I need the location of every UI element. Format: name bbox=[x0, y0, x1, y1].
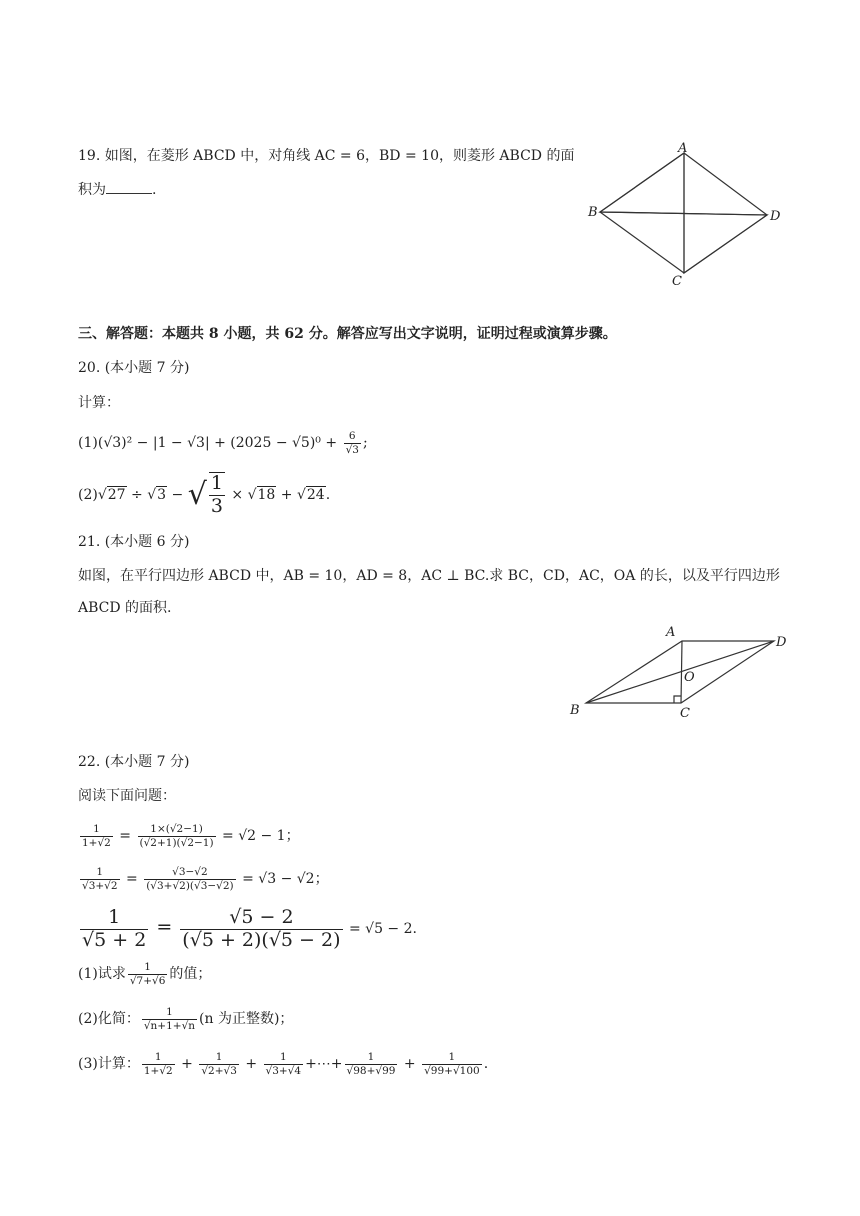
q20-part1-end: ; bbox=[362, 435, 368, 451]
fraction-sqrt-n bbox=[142, 1006, 197, 1031]
answer-blank bbox=[106, 181, 152, 194]
q20-part1-label: (1) bbox=[78, 435, 98, 451]
frac-num: 1 bbox=[80, 907, 148, 930]
label-o: O bbox=[684, 670, 695, 685]
frac-den: √98+√99 bbox=[346, 1064, 396, 1077]
q22-part3-label: (3)计算： bbox=[78, 1056, 140, 1072]
sqrt-one-third: √ $\frac{1}{3}$ bbox=[187, 472, 223, 517]
fraction-rhs bbox=[144, 866, 235, 891]
sum-term-1 bbox=[142, 1051, 175, 1076]
sum-term-99 bbox=[422, 1051, 482, 1076]
q22-part2-tail: (n 为正整数)； bbox=[199, 1011, 294, 1027]
sqrt-18: √18 bbox=[247, 486, 276, 503]
q22-part1-label: (1)试求 bbox=[78, 966, 126, 982]
q22-part2-label: (2)化简： bbox=[78, 1011, 140, 1027]
radicand-18: 18 bbox=[257, 486, 276, 503]
sqrt3-a: √3 bbox=[103, 435, 122, 451]
rhombus-figure bbox=[580, 140, 800, 292]
label-c: C bbox=[672, 274, 682, 289]
q22-intro: 阅读下面问题： bbox=[78, 788, 176, 804]
fraction-lhs bbox=[80, 823, 113, 848]
plus-sign: + bbox=[276, 486, 297, 503]
q22-example2: $\frac{1}{√3+√2}$ = $\frac{√3-√2}{(√3+√2)(√3-√2)}$ = √3 − √2； bbox=[82, 866, 329, 892]
frac-den: 1+√2 bbox=[143, 1064, 173, 1077]
fraction-lhs bbox=[80, 866, 120, 891]
label-b: B bbox=[588, 205, 598, 220]
frac-num: 1 bbox=[80, 823, 113, 836]
times-sign: × bbox=[226, 486, 248, 503]
label-c: C bbox=[680, 706, 690, 721]
sum-term-3 bbox=[264, 1051, 304, 1076]
frac-den: √3+√4 bbox=[265, 1064, 302, 1077]
frac-den: √3+√2 bbox=[82, 879, 118, 892]
q20-intro: 计算： bbox=[78, 395, 120, 411]
q19-line1: 19. 如图，在菱形 ABCD 中，对角线 AC = 6，BD = 10，则菱形 ABCD 的面 bbox=[78, 148, 575, 164]
q21-header: 21. (本小题 6 分) bbox=[78, 534, 190, 550]
frac-num: √5 − 2 bbox=[180, 907, 342, 930]
q22-part3: (3)计算： $\frac{1}{1+√2}$ + $\frac{1}{√2+√3}$ + $\frac{1}{√3+√4}$ +⋯+ $\frac{1}{√98+√99}$ + $\frac{1}{√99+√100}$ . bbox=[78, 1051, 489, 1077]
frac-num: 1 bbox=[142, 1051, 175, 1064]
sum-term-98 bbox=[345, 1051, 398, 1076]
q21-line1: 如图，在平行四边形 ABCD 中，AB = 10，AD = 8，AC ⊥ BC.求 BC，CD，AC，OA 的长，以及平行四边形 bbox=[78, 568, 780, 584]
label-d: D bbox=[776, 635, 787, 650]
radicand-24: 24 bbox=[306, 486, 325, 503]
frac-den: (√3+√2)(√3−√2) bbox=[146, 879, 234, 892]
label-d: D bbox=[770, 209, 781, 224]
frac-den: √5 + 2 bbox=[82, 928, 147, 951]
frac-num: 6 bbox=[344, 430, 361, 443]
frac-num: 1 bbox=[199, 1051, 239, 1064]
right-angle-mark bbox=[674, 696, 681, 703]
radicand-3: 3 bbox=[157, 486, 167, 503]
label-b: B bbox=[570, 703, 580, 718]
q20-part2-end: . bbox=[325, 486, 331, 503]
label-a: A bbox=[678, 141, 688, 156]
q19-line2 bbox=[78, 180, 156, 200]
q22-example1: $\frac{1}{1+√2}$ = $\frac{1\times(√2-1)}{(√2+1)(√2-1)}$ = √2 − 1； bbox=[82, 823, 300, 849]
diagonal-bd bbox=[586, 641, 774, 703]
frac-den: (√2+1)(√2−1) bbox=[139, 836, 214, 849]
ellipsis: +⋯+ bbox=[305, 1056, 343, 1072]
example-result: = √2 − 1； bbox=[222, 828, 300, 844]
q20-header: 20. (本小题 7 分) bbox=[78, 360, 190, 376]
radicand-27: 27 bbox=[107, 486, 126, 503]
q19-line2-prefix: 积为 bbox=[78, 182, 106, 198]
q20-part2-label: (2) bbox=[78, 486, 98, 503]
frac-num: 1 bbox=[210, 472, 223, 494]
q22-part1 bbox=[78, 958, 211, 990]
q21-line2: ABCD 的面积. bbox=[78, 600, 172, 616]
sqrt-24: √24 bbox=[296, 486, 325, 503]
fraction-rhs bbox=[138, 823, 216, 848]
frac-num: 1×(√2−1) bbox=[138, 823, 216, 836]
frac-den: √99+√100 bbox=[424, 1064, 480, 1077]
fraction-rhs bbox=[180, 907, 342, 952]
section-heading: 三、解答题：本题共 8 小题，共 62 分。解答应写出文字说明，证明过程或演算步骤。 bbox=[78, 326, 617, 342]
frac-num: 1 bbox=[80, 866, 120, 879]
fraction-one-third bbox=[209, 472, 225, 518]
divide-sign: ÷ bbox=[126, 486, 148, 503]
q22-example3: $\frac{1}{√5 + 2}$ = $\frac{√5 - 2}{(√5 + 2)(√5 - 2)}$ = √5 − 2. bbox=[82, 905, 417, 951]
frac-den: 1+√2 bbox=[82, 836, 111, 849]
example-result: = √5 − 2. bbox=[348, 921, 417, 937]
frac-den: √7+√6 bbox=[129, 974, 166, 987]
fraction-6-over-sqrt3 bbox=[344, 430, 361, 455]
sqrt-3: √3 bbox=[147, 486, 167, 503]
sqrt3-b: √3 bbox=[187, 435, 205, 451]
label-a: A bbox=[666, 625, 676, 640]
frac-den: √2+√3 bbox=[201, 1064, 237, 1077]
q20-part1-seg-c: )⁰ + bbox=[309, 435, 342, 451]
q20-part1-seg-b: | + (2025 − bbox=[204, 435, 293, 451]
frac-den: √3 bbox=[345, 443, 359, 456]
fraction-lhs bbox=[80, 907, 148, 952]
q19-line2-suffix: . bbox=[152, 182, 157, 198]
frac-den: √n+1+√n bbox=[143, 1019, 196, 1032]
q20-part1: (1)(√3)² − |1 − √3| + (2025 − √5)⁰ + $\frac{6}{√3}$ ; bbox=[78, 430, 368, 456]
minus-sign: − bbox=[167, 486, 188, 503]
fraction-sqrt7-sqrt6 bbox=[128, 961, 168, 986]
q20-part1-seg-a: )² − |1 − bbox=[121, 435, 188, 451]
frac-num: 1 bbox=[128, 961, 168, 974]
q20-part2 bbox=[78, 472, 330, 518]
q22-part1-tail: 的值； bbox=[169, 966, 212, 982]
sum-term-2 bbox=[199, 1051, 239, 1076]
frac-num: 1 bbox=[142, 1006, 197, 1019]
frac-num: 1 bbox=[345, 1051, 398, 1064]
sqrt-27: √27 bbox=[97, 486, 126, 503]
example-result: = √3 − √2； bbox=[242, 871, 329, 887]
frac-num: 1 bbox=[264, 1051, 304, 1064]
frac-den: 3 bbox=[210, 494, 223, 517]
q22-header: 22. (本小题 7 分) bbox=[78, 754, 190, 770]
parallelogram-figure bbox=[560, 620, 800, 726]
frac-num: 1 bbox=[422, 1051, 482, 1064]
q22-part2 bbox=[78, 1003, 293, 1035]
frac-num: √3−√2 bbox=[144, 866, 235, 879]
frac-den: (√5 + 2)(√5 − 2) bbox=[182, 928, 341, 951]
q22-part3-end: . bbox=[483, 1056, 489, 1072]
